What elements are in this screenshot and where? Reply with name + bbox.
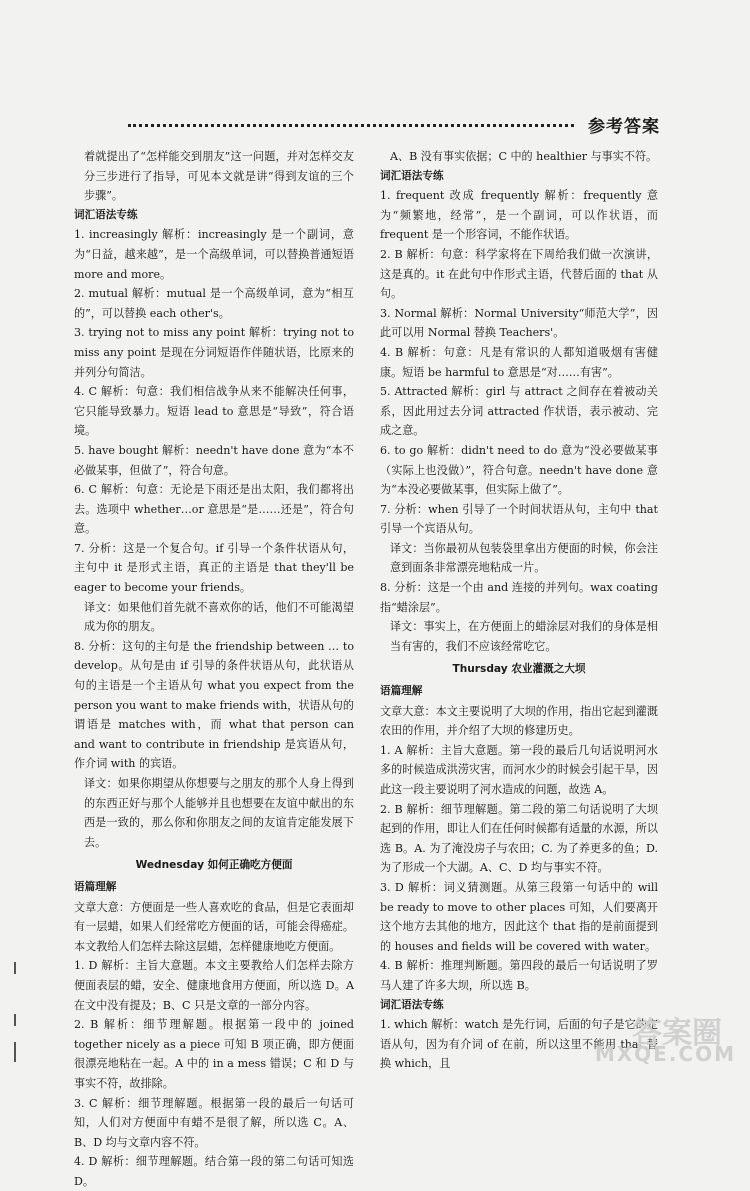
watermark-logo-text: 答案圈 [632,1016,722,1051]
answer-paragraph: 6. to go 解析：didn't need to do 意为“没必要做某事（实际上也没做）”，符合句意。needn't have done 意为“本没必要做某事，但实际上做了”。 [380,443,658,497]
answer-paragraph: 1. A 解析：主旨大意题。第一段的最后几句话说明河水多的时候造成洪涝灾害，而河水少的时候会引起干旱，因此这一段主要说明了河水造成的问题，故选 A。 [380,743,658,796]
section-heading: 词汇语法专练 [380,169,444,182]
answer-paragraph: 文章大意：方便面是一些人喜欢吃的食品，但是它表面却有一层蜡，如果人们经常吃方便面的话，可能会得癌症。本文教给人们怎样去除这层蜡，怎样健康地吃方便面。 [74,900,354,953]
answer-paragraph: A、B 没有事实依据；C 中的 healthier 与事实不符。 [390,150,658,163]
answer-paragraph: 4. B 解析：推理判断题。第四段的最后一句话说明了罗马人建了许多大坝，所以选 B。 [380,959,658,992]
page-title: 参考答案 [588,117,660,137]
answer-paragraph: 文章大意：本文主要说明了大坝的作用，指出它起到灌溉农田的作用，并介绍了大坝的修建历史。 [380,704,658,738]
margin-mark [14,1014,16,1026]
answer-paragraph: 3. D 解析：词义猜测题。从第三段第一句话中的 will be ready to move to other places 可知，人们要离开这个地方去其他的地方，因此这个 that 指的是前面提到的 houses and fields will be covered with water。 [380,880,658,953]
answer-paragraph: 2. mutual 解析：mutual 是一个高级单词，意为“相互的”，可以替换 each other's。 [74,287,354,320]
answer-paragraph: 5. Attracted 解析：girl 与 attract 之间存在着被动关系，因此用过去分词 attracted 作状语，表示被动、完成之意。 [380,385,658,438]
answer-paragraph: 3. trying not to miss any point 解析：trying not to miss any point 是现在分词短语作伴随状语，比原来的并列分句简洁。 [74,326,354,379]
left-column [74,147,354,1191]
answer-paragraph: 4. C 解析：句意：我们相信战争从来不能解决任何事，它只能导致暴力。短语 lead to 意思是“导致”，符合语境。 [74,385,354,438]
margin-mark [14,1042,16,1062]
watermark [592,1008,742,1068]
answer-paragraph: 2. B 解析：细节理解题。第二段的第二句话说明了大坝起到的作用，即让人们在任何时候都有适量的水源，所以选 B。A. 为了淹没房子与农田；C. 为了养更多的鱼；D. 为了形成一个大湖。A、C、D 均与事实不符。 [380,802,658,875]
answer-paragraph: 8. 分析：这句的主句是 the friendship between … to develop。从句是由 if 引导的条件状语从句，此状语从句的主语是一个主语从句 what you expect from the person you want to make friends with，状语从句的谓语是 matches with，而 what that person can and want to contribute in friendship 是宾语从句，作介词 with 的宾语。 [74,639,354,771]
right-column [380,147,658,1074]
answer-paragraph: 6. C 解析：句意：无论是下雨还是出太阳，我们都将出去。选项中 whether…or 意思是“是……还是”，符合句意。 [74,483,354,536]
answer-paragraph: 译文：当你最初从包装袋里拿出方便面的时候，你会注意到面条非常漂亮地粘成一片。 [390,541,658,575]
answer-paragraph: 1. which 解析：watch 是先行词，后面的句子是它的定语从句，因为有介词 of 在前，所以这里不能用 that 替换 which，且 [380,1018,658,1071]
answer-paragraph: 着就提出了“怎样能交到朋友”这一问题，并对怎样交友分三步进行了指导，可见本文就是讲“得到友谊的三个步骤”。 [84,150,354,203]
watermark-site-text: MXQE.COM [594,1042,736,1066]
answer-paragraph: 7. 分析：这是一个复合句。if 引导一个条件状语从句，主句中 it 是形式主语，真正的主语是 that they'll be eager to become your friends。 [74,541,354,595]
answer-paragraph: 2. B 解析：细节理解题。根据第一段中的 joined together nicely as a piece 可知 B 项正确，即方便面很漂亮地粘在一起。A 中的 in a mess 错误；C 和 D 与事实不符，故排除。 [74,1018,354,1090]
answer-paragraph: 译文：如果他们首先就不喜欢你的话，他们不可能渴望成为你的朋友。 [84,600,354,634]
margin-mark [14,962,16,974]
answer-paragraph: 5. have bought 解析：needn't have done 意为“本不必做某事，但做了”，符合句意。 [74,443,354,477]
section-heading: 语篇理解 [74,880,117,893]
section-heading: 词汇语法专练 [380,998,444,1011]
answer-paragraph: 4. D 解析：细节理解题。结合第一段的第二句话可知选 D。 [74,1155,354,1188]
section-heading: 词汇语法专练 [74,208,138,221]
answer-paragraph: 1. frequent 改成 frequently 解析：frequently 意为“频繁地，经常”，是一个副词，可以作状语，而 frequent 是一个形容词，不能作状语。 [380,189,658,242]
answer-paragraph: 1. increasingly 解析：increasingly 是一个副词，意为“日益，越来越”，是一个高级单词，可以替换普通短语 more and more。 [74,228,354,281]
day-title: Wednesday 如何正确吃方便面 [135,859,293,872]
header-dots [128,124,574,127]
answer-paragraph: 1. D 解析：主旨大意题。本文主要教给人们怎样去除方便面表层的蜡，安全、健康地食用方便面，所以选 D。A 在文中没有提及；B、C 只是文章的一部分内容。 [74,959,354,1012]
answer-paragraph: 4. B 解析：句意：凡是有常识的人都知道吸烟有害健康。短语 be harmful to 意思是“对……有害”。 [380,345,658,379]
answer-paragraph: 8. 分析：这是一个由 and 连接的并列句。wax coating 指“蜡涂层”。 [380,581,658,614]
answer-paragraph: 译文：事实上，在方便面上的蜡涂层对我们的身体是相当有害的，我们不应该经常吃它。 [390,620,658,653]
day-title: Thursday 农业灌溉之大坝 [452,663,586,676]
answer-paragraph: 3. C 解析：细节理解题。根据第一段的最后一句话可知，人们对方便面中有蜡不是很了解，所以选 C。A、B、D 均与文章内容不符。 [74,1096,354,1149]
answer-paragraph: 译文：如果你期望从你想要与之朋友的那个人身上得到的东西正好与那个人能够并且也想要在友谊中献出的东西是一致的，那么你和你朋友之间的友谊肯定能发展下去。 [84,777,354,849]
answer-paragraph: 3. Normal 解析：Normal University“师范大学”，因此可以用 Normal 替换 Teachers'。 [380,306,658,340]
answer-paragraph: 2. B 解析：句意：科学家将在下周给我们做一次演讲，这是真的。it 在此句中作形式主语，代替后面的 that 从句。 [380,247,658,301]
answer-paragraph: 7. 分析：when 引导了一个时间状语从句，主句中 that 引导一个宾语从句。 [380,502,658,536]
section-heading: 语篇理解 [380,685,423,698]
